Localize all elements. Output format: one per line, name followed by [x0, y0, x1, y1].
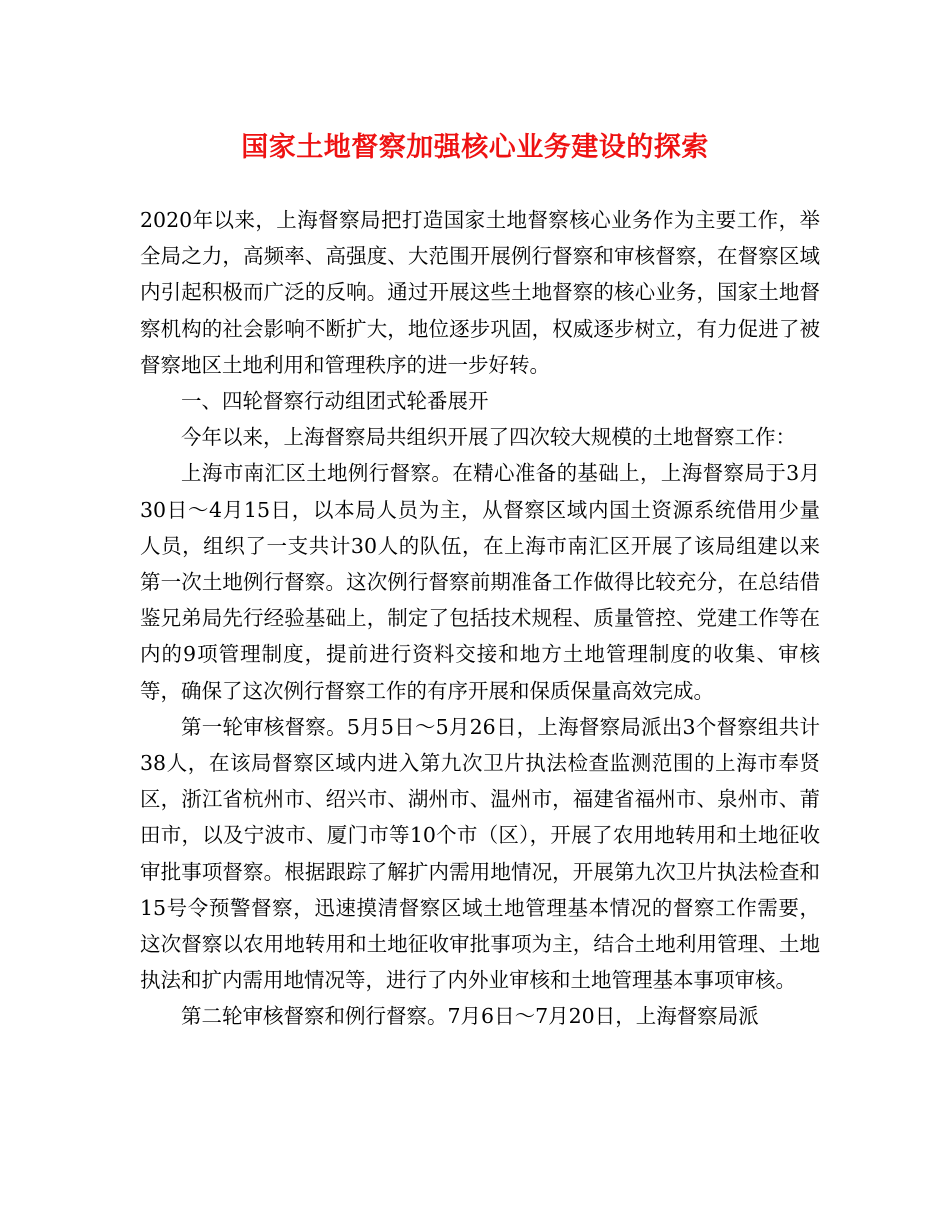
- second-round-paragraph: 第二轮审核督察和例行督察。7月6日～7月20日，上海督察局派: [181, 1004, 759, 1029]
- nanhui-inspection-paragraph: 上海市南汇区土地例行督察。在精心准备的基础上，上海督察局于3月30日～4月15日，以本局人员为主，从督察区域内国土资源系统借用少量人员，组织了一支共计30人的队伍，在上海市南汇区开展了该局组建以来第一次土地例行督察。这次例行督察前期准备工作做得比较充分，在总结借鉴兄弟局先行经验基础上，制定了包括技术规程、质量管控、党建工作等在内的9项管理制度，提前进行资料交接和地方土地管理制度的收集、审核等，确保了这次例行督察工作的有序开展和保质保量高效完成。: [140, 461, 820, 703]
- document-body: [140, 202, 820, 1035]
- first-round-paragraph: 第一轮审核督察。5月5日～5月26日，上海督察局派出3个督察组共计38人，在该局督察区域内进入第九次卫片执法检查监测范围的上海市奉贤区，浙江省杭州市、绍兴市、湖州市、温州市，福建省福州市、泉州市、莆田市，以及宁波市、厦门市等10个市（区），开展了农用地转用和土地征收审批事项督察。根据跟踪了解扩内需用地情况，开展第九次卫片执法检查和15号令预警督察，迅速摸清督察区域土地管理基本情况的督察工作需要，这次督察以农用地转用和土地征收审批事项为主，结合土地利用管理、土地执法和扩内需用地情况等，进行了内外业审核和土地管理基本事项审核。: [140, 714, 820, 993]
- document-title: 国家土地督察加强核心业务建设的探索: [241, 132, 709, 163]
- overview-paragraph: 今年以来，上海督察局共组织开展了四次较大规模的土地督察工作：: [181, 425, 796, 450]
- intro-paragraph: 2020年以来，上海督察局把打造国家土地督察核心业务作为主要工作，举全局之力，高频率、高强度、大范围开展例行督察和审核督察，在督察区域内引起积极而广泛的反响。通过开展这些土地督察的核心业务，国家土地督察机构的社会影响不断扩大，地位逐步巩固，权威逐步树立，有力促进了被督察地区土地利用和管理秩序的进一步好转。: [140, 208, 820, 377]
- section-heading-1: 一、四轮督察行动组团式轮番展开: [181, 389, 489, 414]
